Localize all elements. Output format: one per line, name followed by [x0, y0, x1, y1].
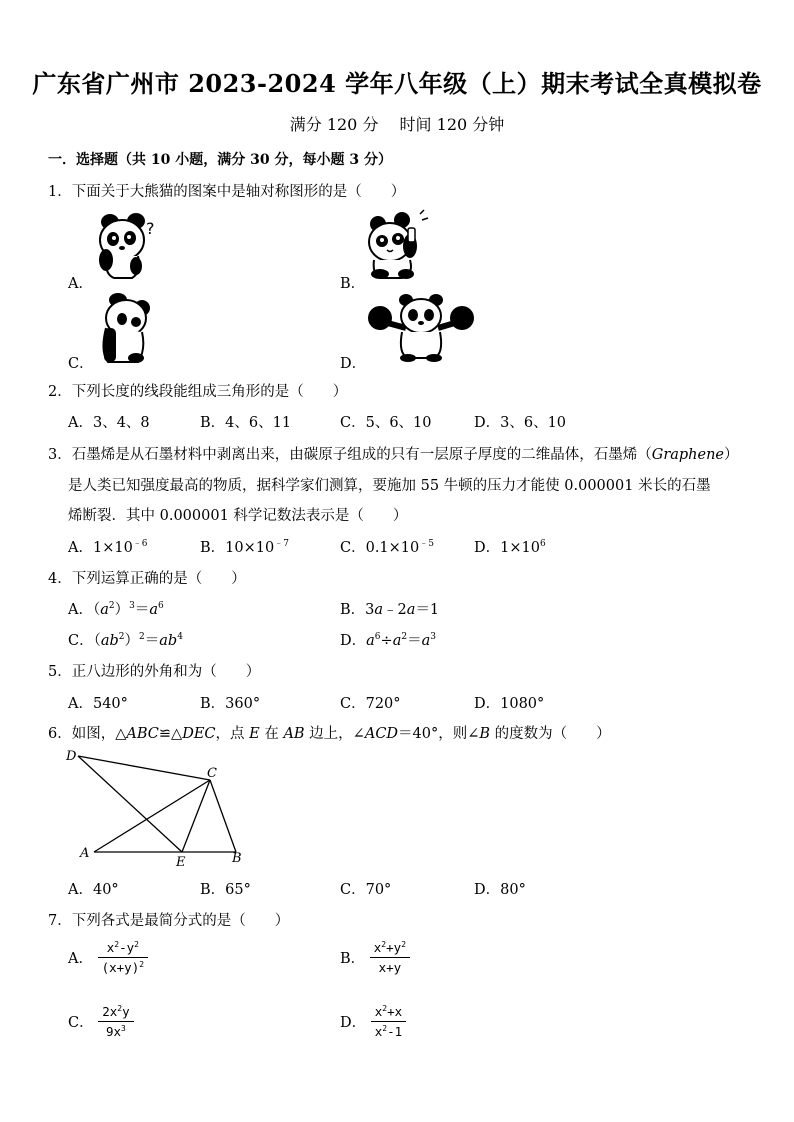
- q1-option-c: C．: [68, 356, 94, 372]
- q1-option-d: D．: [340, 356, 367, 372]
- q4-option-a: A．$(a^2)^3=a^6$: [68, 601, 164, 618]
- label-d: D: [66, 749, 77, 764]
- q3-option-b: B．$10\times 10^{﹣7}$: [200, 539, 289, 556]
- exam-time: 时间 120 分钟: [399, 115, 505, 134]
- q2-option-a: A．3、4、8: [68, 415, 150, 431]
- label-b: B: [232, 851, 242, 866]
- q3-option-c: C．$0.1\times 10^{﹣5}$: [340, 539, 434, 556]
- panda-a-image: [92, 208, 158, 280]
- q4-option-b: B．3a﹣2a＝1: [340, 602, 440, 618]
- label-a: A: [80, 846, 90, 861]
- label-e: E: [176, 855, 186, 870]
- q2-option-d: D．3、6、10: [474, 415, 567, 431]
- fraction-a: $\frac{x^2-y^2}{(x+y)^2}$: [98, 940, 148, 975]
- exam-subtitle: [0, 112, 794, 135]
- q5-option-b: B．360°: [200, 696, 261, 712]
- q1-stem: 1．下面关于大熊猫的图案中是轴对称图形的是（ ）: [48, 184, 406, 200]
- q4-option-c: C．$(ab^2)^2=ab^4$: [68, 632, 183, 649]
- q5-option-c: C．720°: [340, 696, 401, 712]
- segment-bc: [210, 780, 236, 852]
- fraction-d: $\frac{x^2+x}{x^2-1}$: [371, 1004, 406, 1039]
- segment-de: [78, 756, 182, 852]
- q3-line2: 是人类已知强度最高的物质，据科学家们测算，要施加 55 牛顿的压力才能使 0.000001 米长的石墨: [68, 478, 711, 494]
- q6-option-b: B．65°: [200, 882, 251, 898]
- q5-option-a: A．540°: [68, 696, 128, 712]
- q3-line3: 烯断裂．其中 0.000001 科学记数法表示是（ ）: [68, 508, 408, 524]
- segment-ac: [94, 780, 210, 852]
- q5-stem: 5．正八边形的外角和为（ ）: [48, 664, 261, 680]
- panda-d-image: [366, 292, 478, 362]
- q6-triangle-figure: [60, 748, 260, 870]
- q6-option-d: D．80°: [474, 882, 526, 898]
- svg-text:?: ?: [146, 219, 155, 238]
- q4-option-d: D．$a^6\div a^2=a^3$: [340, 632, 436, 649]
- q3-line1: 3．石墨烯是从石墨材料中剥离出来，由碳原子组成的只有一层原子厚度的二维晶体，石墨烯（Graphene）: [48, 447, 739, 463]
- q3-option-a: A．$1\times 10^{﹣6}$: [68, 539, 148, 556]
- q6-stem: 6．如图，△ABC≌△DEC，点 E 在 AB 边上，∠ACD＝40°，则∠B 的度数为（ ）: [48, 726, 611, 742]
- segment-dc: [78, 756, 210, 780]
- section-heading: 一．选择题（共 10 小题，满分 30 分，每小题 3 分）: [48, 152, 392, 168]
- q1-option-a: A．: [68, 276, 93, 292]
- q3-option-d: D．$1\times 10^6$: [474, 539, 546, 556]
- panda-c-image: [96, 292, 156, 364]
- full-score: 满分 120 分: [289, 115, 379, 134]
- fraction-c: $\frac{2x^2y}{9x^3}$: [98, 1004, 133, 1039]
- exam-title: 广东省广州市 2023-2024 学年八年级（上）期末考试全真模拟卷: [32, 69, 762, 98]
- q7-stem: 7．下列各式是最简分式的是（ ）: [48, 913, 290, 929]
- q7-option-c: C． $\frac{2x^2y}{9x^3}$: [68, 1004, 134, 1039]
- q2-option-c: C．5、6、10: [340, 415, 432, 431]
- q5-option-d: D．1080°: [474, 696, 545, 712]
- q7-option-a: A． $\frac{x^2-y^2}{(x+y)^2}$: [68, 940, 148, 975]
- segment-ec: [182, 780, 210, 852]
- q2-stem: 2．下列长度的线段能组成三角形的是（ ）: [48, 384, 348, 400]
- q6-option-a: A．40°: [68, 882, 119, 898]
- label-c: C: [207, 766, 217, 781]
- q4-stem: 4．下列运算正确的是（ ）: [48, 571, 246, 587]
- panda-b-image: [362, 208, 432, 280]
- fraction-b: $\frac{x^2+y^2}{x+y}$: [370, 940, 410, 975]
- q7-option-d: D． $\frac{x^2+x}{x^2-1}$: [340, 1004, 406, 1039]
- q7-option-b: B． $\frac{x^2+y^2}{x+y}$: [340, 940, 410, 975]
- q1-option-b: B．: [340, 276, 366, 292]
- q2-option-b: B．4、6、11: [200, 415, 292, 431]
- q6-option-c: C．70°: [340, 882, 392, 898]
